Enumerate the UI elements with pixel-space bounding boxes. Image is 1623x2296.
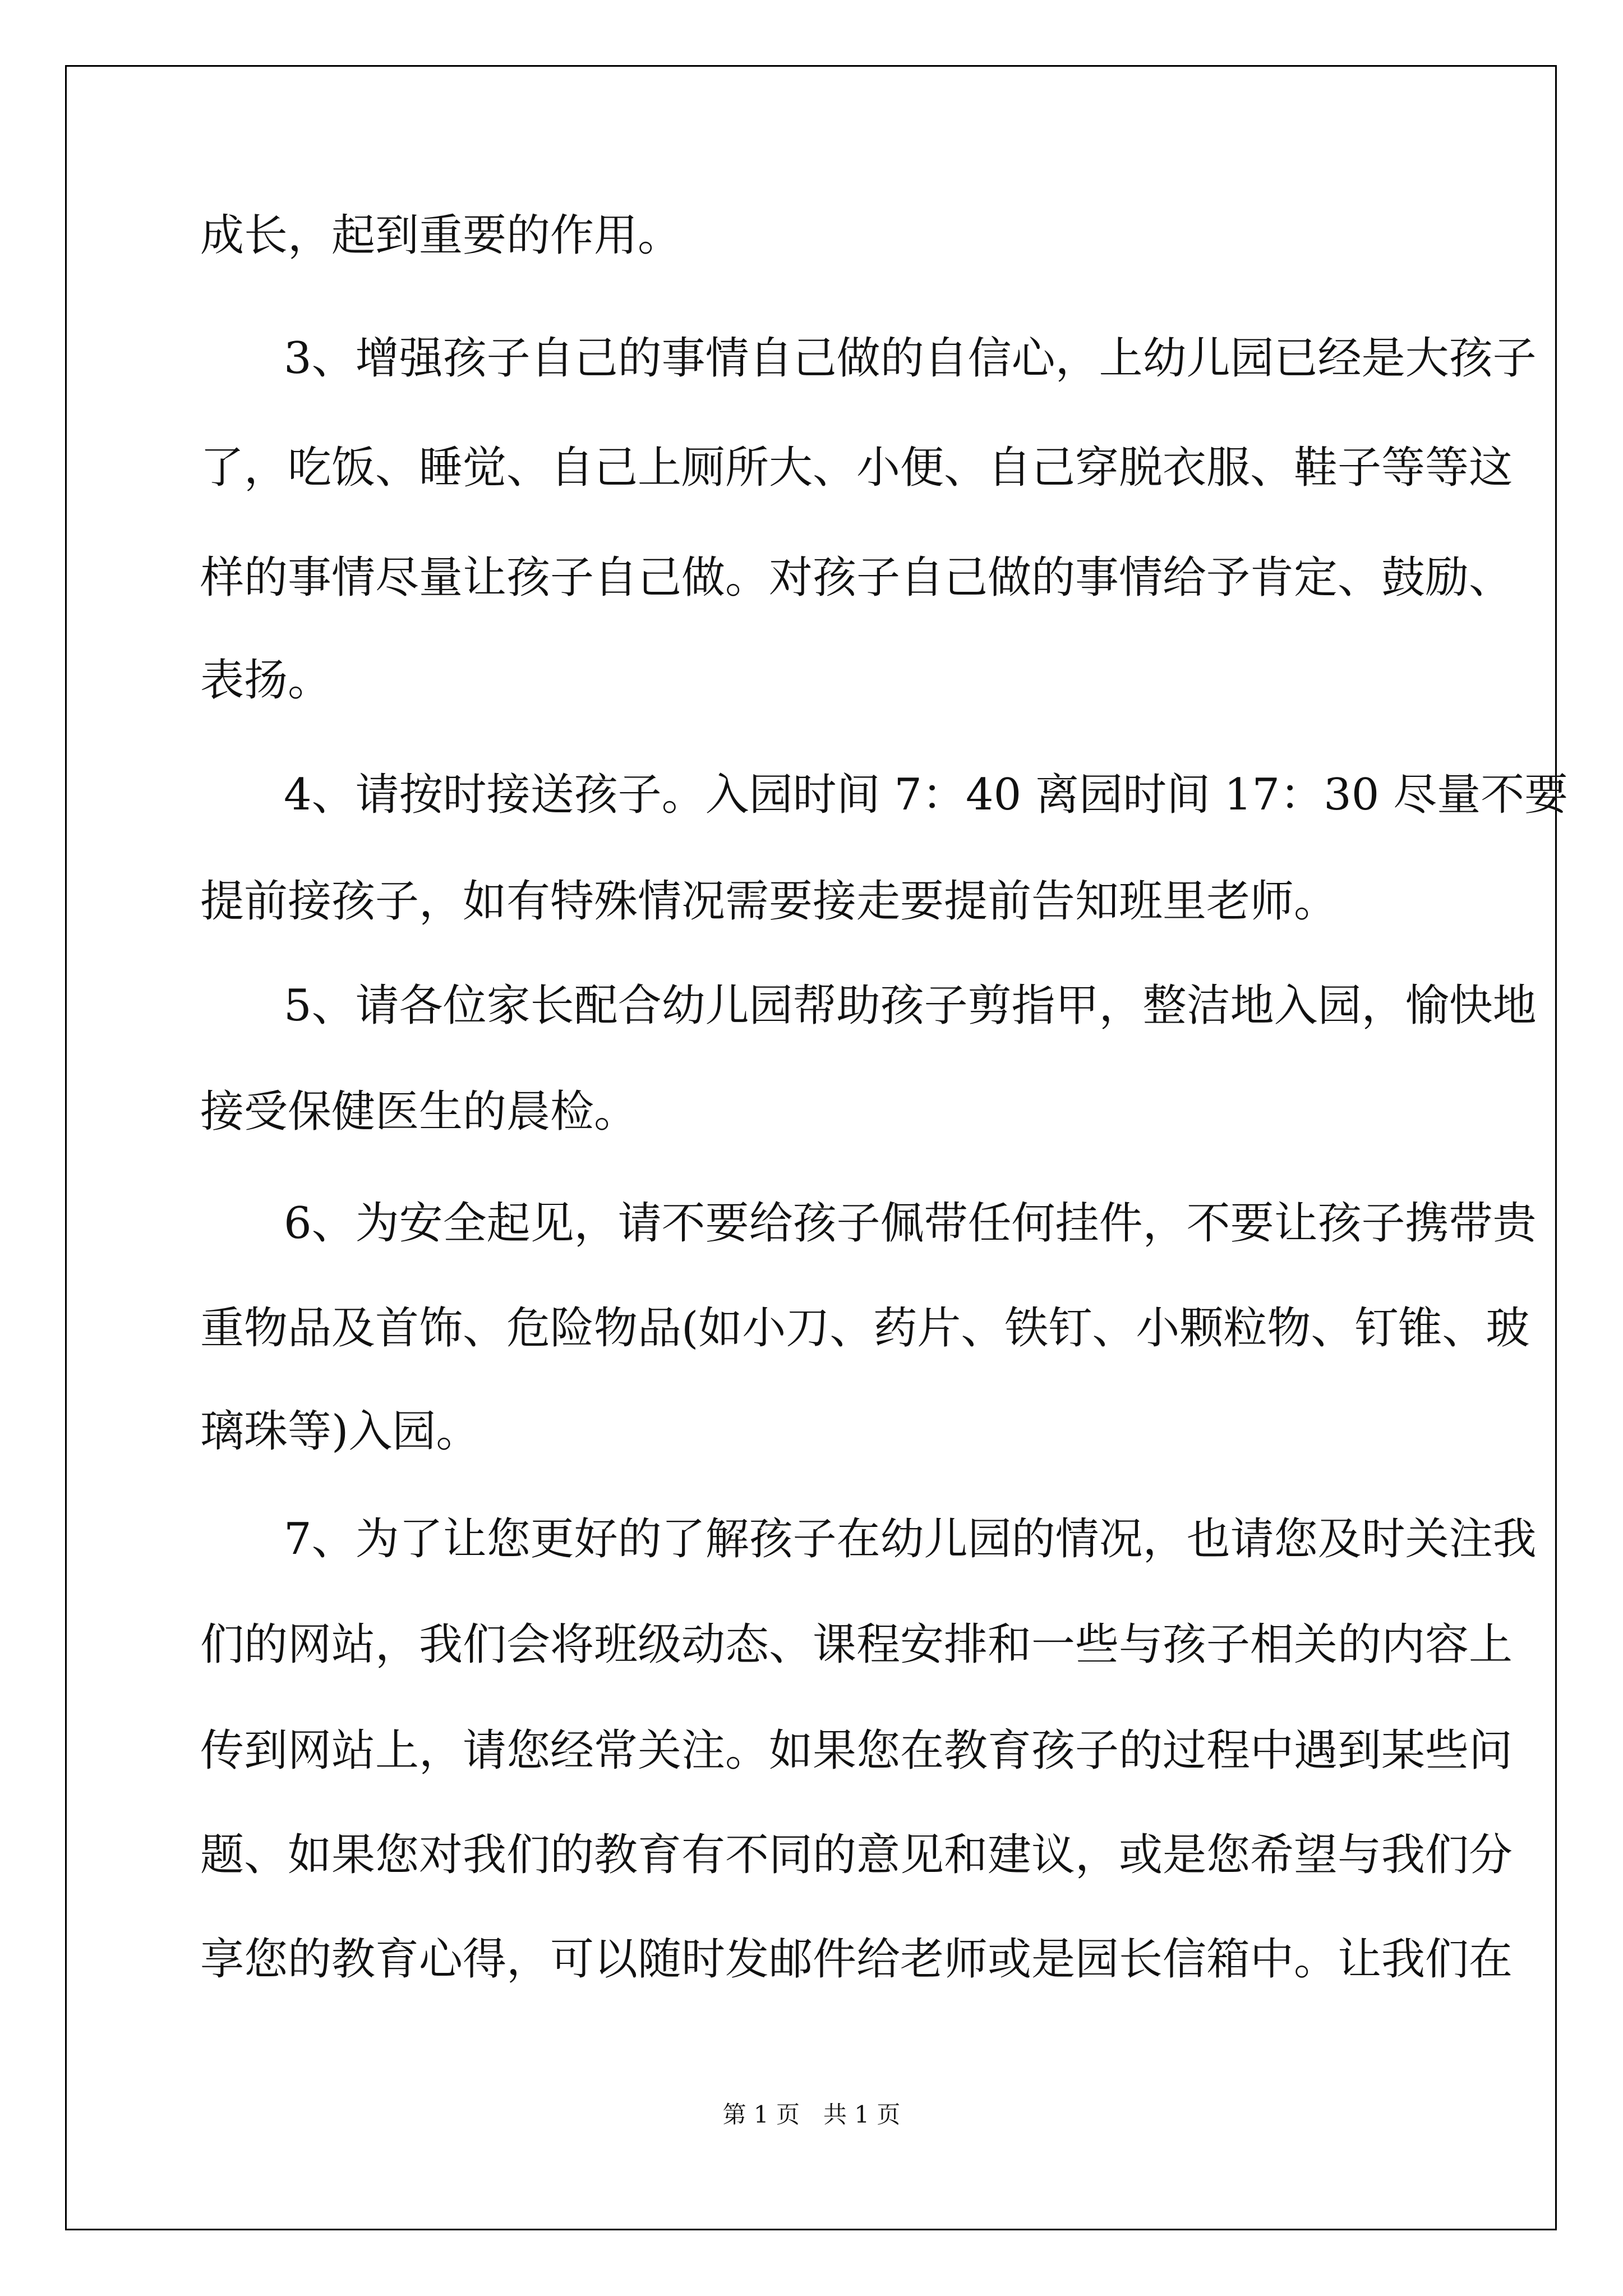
page-border: [65, 65, 1557, 2230]
item-5-line-2: 接受保健医生的晨检。: [200, 1087, 638, 1137]
item-6-line-1: 6、为安全起见，请不要给孩子佩带任何挂件，不要让孩子携带贵: [284, 1198, 1537, 1249]
item-7-line-1: 7、为了让您更好的了解孩子在幼儿园的情况，也请您及时关注我: [284, 1514, 1537, 1565]
item-7-line-2: 们的网站，我们会将班级动态、课程安排和一些与孩子相关的内容上: [200, 1619, 1513, 1670]
page-footer: 第 1 页 共 1 页: [722, 2101, 901, 2128]
item-6-line-3: 璃珠等)入园。: [200, 1406, 480, 1457]
item-5-line-1: 5、请各位家长配合幼儿园帮助孩子剪指甲，整洁地入园，愉快地: [284, 981, 1537, 1031]
item-3-line-3: 样的事情尽量让孩子自己做。对孩子自己做的事情给予肯定、鼓励、: [200, 553, 1513, 603]
item-7-line-5: 享您的教育心得，可以随时发邮件给老师或是园长信箱中。让我们在: [200, 1934, 1513, 1985]
item-4-line-2: 提前接孩子，如有特殊情况需要接走要提前告知班里老师。: [200, 876, 1338, 927]
item-7-line-3: 传到网站上，请您经常关注。如果您在教育孩子的过程中遇到某些问: [200, 1726, 1513, 1776]
item-3-line-2: 了，吃饭、睡觉、自己上厕所大、小便、自己穿脱衣服、鞋子等等这: [200, 443, 1513, 493]
item-3-line-1: 3、增强孩子自己的事情自己做的自信心，上幼儿园已经是大孩子: [284, 333, 1537, 384]
item-3-line-4: 表扬。: [200, 655, 332, 706]
item-7-line-4: 题、如果您对我们的教育有不同的意见和建议，或是您希望与我们分: [200, 1830, 1513, 1880]
item-4-line-1: 4、请按时接送孩子。入园时间 7：40 离园时间 17：30 尽量不要: [284, 770, 1569, 820]
item-6-line-2: 重物品及首饰、危险物品(如小刀、药片、铁钉、小颗粒物、钉锥、玻: [200, 1303, 1530, 1354]
text-line-1: 成长，起到重要的作用。: [200, 210, 682, 261]
